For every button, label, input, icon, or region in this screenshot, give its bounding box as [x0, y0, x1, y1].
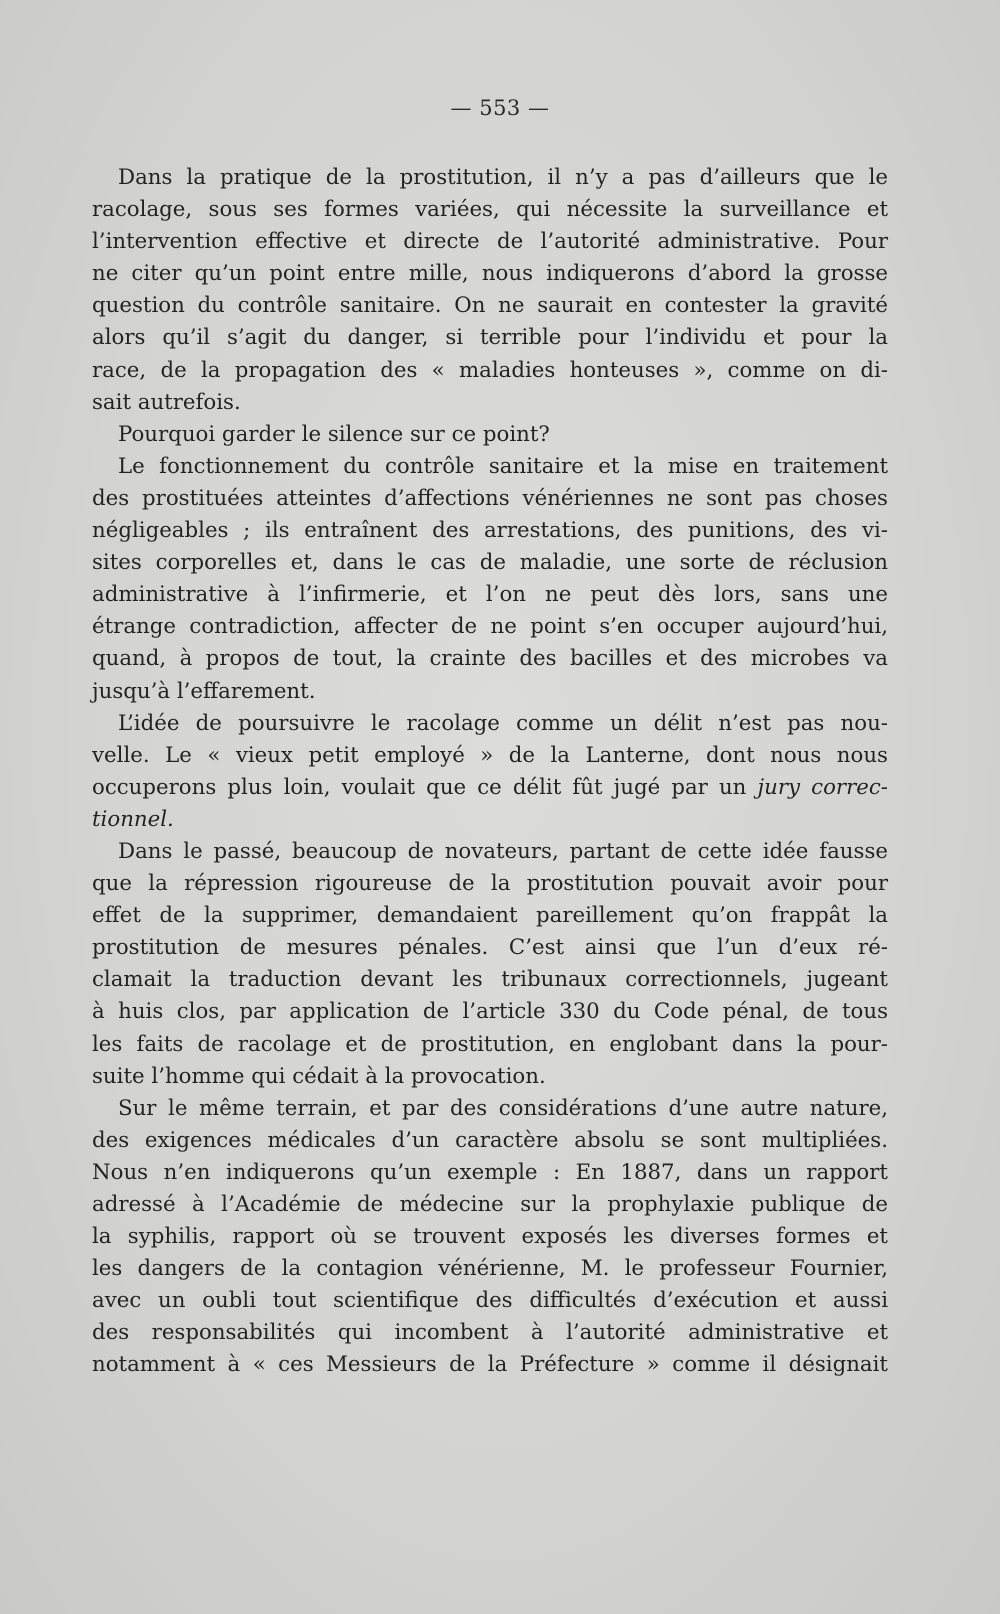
text-line: l’intervention effective et directe de l’autorité administrative. Pour	[92, 229, 888, 255]
text-line: velle. Le « vieux petit employé » de la Lanterne, dont nous nous	[92, 742, 888, 768]
text-line: Dans le passé, beaucoup de novateurs, partant de cette idée fausse	[118, 838, 888, 864]
page-number: — 553 —	[450, 96, 550, 120]
text-line: prostitution de mesures pénales. C’est ainsi que l’un d’eux ré-	[92, 935, 888, 961]
text-line: question du contrôle sanitaire. On ne saurait en contester la gravité	[92, 293, 888, 319]
text-line: notamment à « ces Messieurs de la Préfecture » comme il désignait	[92, 1352, 888, 1378]
text-line: sait autrefois.	[92, 389, 241, 415]
text-line: négligeables ; ils entraînent des arrestations, des punitions, des vi-	[92, 518, 888, 544]
text-line: que la répression rigoureuse de la prostitution pouvait avoir pour	[92, 871, 888, 897]
text-line: des exigences médicales d’un caractère absolu se sont multipliées.	[92, 1127, 888, 1153]
italic-term: tionnel.	[92, 806, 174, 832]
paragraph-4	[92, 708, 888, 836]
text-line: jusqu’à l’effarement.	[92, 678, 316, 704]
text-line: L’idée de poursuivre le racolage comme un délit n’est pas nou-	[118, 710, 888, 736]
paragraph-6	[92, 1093, 888, 1382]
text-line: suite l’homme qui cédait à la provocation.	[92, 1063, 546, 1089]
text-line: ne citer qu’un point entre mille, nous indiquerons d’abord la grosse	[92, 261, 888, 287]
text-line: quand, à propos de tout, la crainte des bacilles et des microbes va	[92, 646, 888, 672]
text-line: des prostituées atteintes d’affections vénériennes ne sont pas choses	[92, 485, 888, 511]
text-line: étrange contradiction, affecter de ne point s’en occuper aujourd’hui,	[92, 614, 888, 640]
text-line: administrative à l’infirmerie, et l’on ne peut dès lors, sans une	[92, 582, 888, 608]
text-line: effet de la supprimer, demandaient pareillement qu’on frappât la	[92, 903, 888, 929]
text-line: la syphilis, rapport où se trouvent exposés les diverses formes et	[92, 1224, 888, 1250]
text-line: Nous n’en indiquerons qu’un exemple : En 1887, dans un rapport	[92, 1159, 888, 1185]
paragraph-5	[92, 836, 888, 1093]
text-line: clamait la traduction devant les tribunaux correctionnels, jugeant	[92, 967, 888, 993]
paragraph-1	[92, 162, 888, 419]
text-line-italic	[92, 804, 888, 836]
text-line: les faits de racolage et de prostitution, en englobant dans la pour-	[92, 1031, 888, 1057]
italic-term: jury correc-	[757, 774, 888, 800]
text-line: race, de la propagation des « maladies honteuses », comme on di-	[92, 357, 888, 383]
text-line: Sur le même terrain, et par des considérations d’une autre nature,	[118, 1095, 888, 1121]
text-line: à huis clos, par application de l’article 330 du Code pénal, de tous	[92, 999, 888, 1025]
paragraph-3	[92, 451, 888, 708]
text-segment: occuperons plus loin, voulait que ce délit fût jugé par un	[92, 774, 758, 800]
text-line: Dans la pratique de la prostitution, il n’y a pas d’ailleurs que le	[118, 165, 888, 190]
text-line: alors qu’il s’agit du danger, si terrible pour l’individu et pour la	[92, 325, 888, 351]
body-text	[92, 162, 888, 1382]
text-line: des responsabilités qui incombent à l’autorité administrative et	[92, 1320, 888, 1346]
text-line: avec un oubli tout scientifique des difficultés d’exécution et aussi	[92, 1288, 888, 1314]
text-line: Le fonctionnement du contrôle sanitaire et la mise en traitement	[118, 453, 888, 479]
text-line: sites corporelles et, dans le cas de maladie, une sorte de réclusion	[92, 550, 888, 576]
text-line: Pourquoi garder le silence sur ce point?	[118, 421, 550, 447]
text-line-with-italic	[92, 772, 888, 804]
text-line: les dangers de la contagion vénérienne, M. le professeur Fournier,	[92, 1256, 888, 1282]
paragraph-2	[92, 419, 888, 451]
text-line: racolage, sous ses formes variées, qui nécessite la surveillance et	[92, 197, 888, 223]
text-line: adressé à l’Académie de médecine sur la prophylaxie publique de	[92, 1192, 888, 1217]
